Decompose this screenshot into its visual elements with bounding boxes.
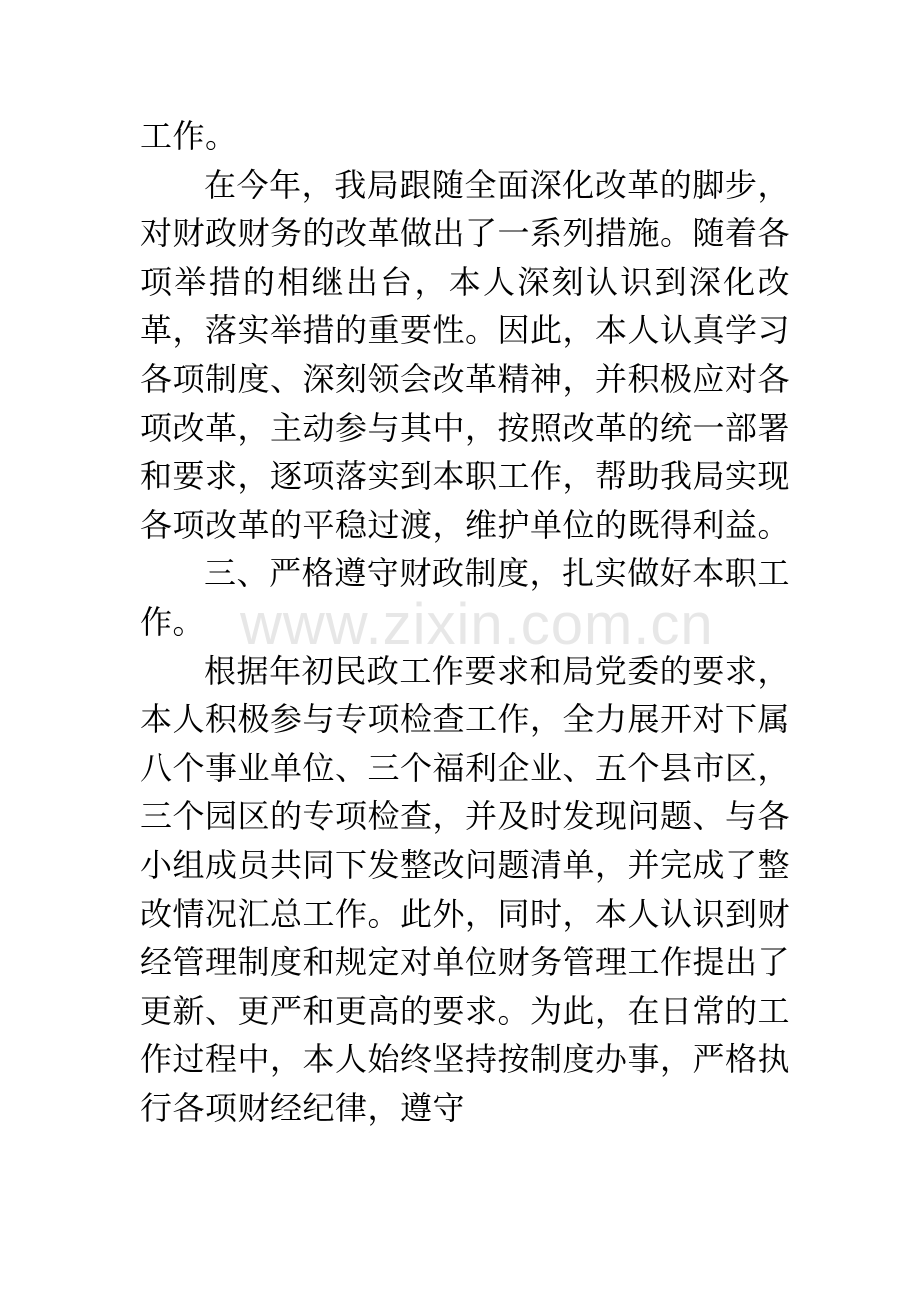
- watermark: www.zixin.com.cn: [240, 592, 714, 657]
- paragraph-inspection: 根据年初民政工作要求和局党委的要求，本人积极参与专项检查工作，全力展开对下属八个事业单位、三个福利企业、五个县市区，三个园区的专项检查，并及时发现问题、与各小组成员共同下发整改问题清单，并完成了整改情况汇总工作。此外，同时，本人认识到财经管理制度和规定对单位财务管理工作提出了更新、更严和更高的要求。为此，在日常的工作过程中，本人始终坚持按制度办事，严格执行各项财经纪律，遵守: [140, 651, 791, 1127]
- section-heading-three: 三、严格遵守财政制度，扎实做好本职工作。: [140, 554, 790, 641]
- paragraph-reform: 在今年，我局跟随全面深化改革的脚步，对财政财务的改革做出了一系列措施。随着各项举措的相继出台，本人深刻认识到深化改革，落实举措的重要性。因此，本人认真学习各项制度、深刻领会改革精神，并积极应对各项改革，主动参与其中，按照改革的统一部署和要求，逐项落实到本职工作，帮助我局实现各项改革的平稳过渡，维护单位的既得利益。: [140, 165, 791, 544]
- document-body: [140, 112, 790, 1132]
- paragraph-continuation: 工作。: [140, 117, 238, 155]
